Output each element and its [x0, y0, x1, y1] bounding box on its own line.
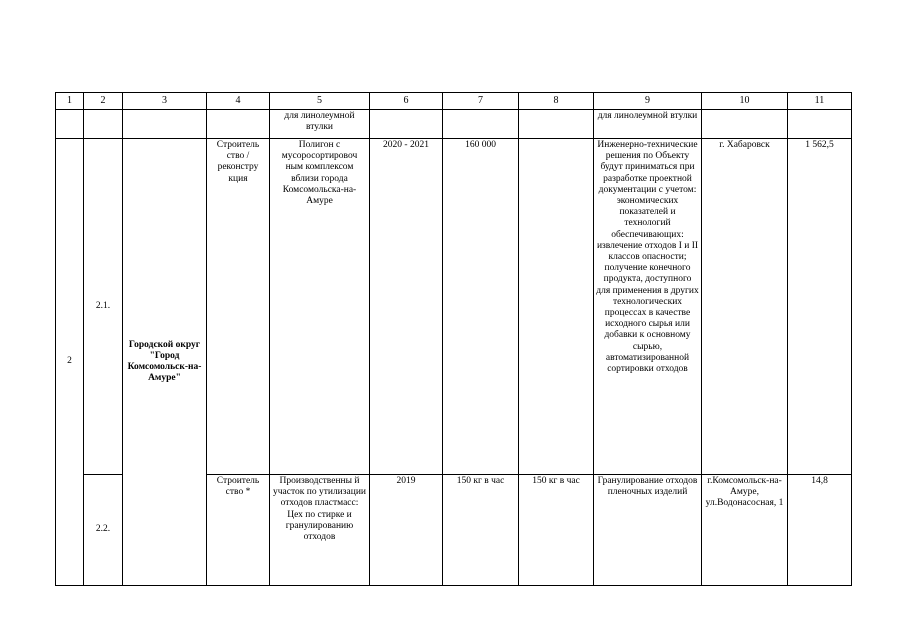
empty-cell	[519, 110, 594, 139]
header-cell-4: 4	[207, 93, 270, 110]
object-name: Полигон с мусоросортировоч ным комплексом вблизи города Комсомольска-на-Амуре	[270, 139, 370, 475]
technology-description: Инженерно-технические решения по Объекту будут приниматься при разработке проектной документации с учетом: экономических показателей и технологий обеспечивающих: извлечение отходов I и II классов опасности; получение конечного продукта, доступного для применения в других технологических процессах в качестве исходного сырья или добавки к основному сырью, автоматизированной сортировки отходов	[594, 139, 702, 475]
header-cell-1: 1	[56, 93, 84, 110]
municipality-name: Городской округ "Город Комсомольск-на-Амуре"	[123, 139, 207, 586]
header-cell-5: 5	[270, 93, 370, 110]
capacity: 150 кг в час	[443, 475, 519, 586]
capacity: 160 000	[443, 139, 519, 475]
header-cell-11: 11	[788, 93, 852, 110]
empty-cell	[788, 110, 852, 139]
period: 2020 - 2021	[370, 139, 443, 475]
location: г. Хабаровск	[702, 139, 788, 475]
header-cell-9: 9	[594, 93, 702, 110]
activity-type: Строитель ство / реконстру кция	[207, 139, 270, 475]
continuation-technology: для линолеумной втулки	[594, 110, 702, 139]
cost: 1 562,5	[788, 139, 852, 475]
empty-cell	[702, 110, 788, 139]
header-cell-8: 8	[519, 93, 594, 110]
empty-cell	[56, 110, 84, 139]
continuation-object: для линолеумной втулки	[270, 110, 370, 139]
cost: 14,8	[788, 475, 852, 586]
header-cell-6: 6	[370, 93, 443, 110]
header-cell-7: 7	[443, 93, 519, 110]
group-number: 2	[56, 139, 84, 586]
activity-type: Строитель ство *	[207, 475, 270, 586]
object-name: Производственны й участок по утилизации отходов пластмасс: Цех по стирке и гранулированию отходов	[270, 475, 370, 586]
technology-description: Гранулирование отходов пленочных изделий	[594, 475, 702, 586]
row-number: 2.2.	[84, 475, 123, 586]
header-cell-2: 2	[84, 93, 123, 110]
data-table	[55, 92, 852, 586]
table-row-2-1	[56, 139, 852, 475]
empty-cell	[443, 110, 519, 139]
empty-cell	[123, 110, 207, 139]
row-number: 2.1.	[84, 139, 123, 475]
header-cell-10: 10	[702, 93, 788, 110]
empty-cell	[370, 110, 443, 139]
location: г.Комсомольск-на-Амуре, ул.Водонасосная, 1	[702, 475, 788, 586]
empty-cell	[84, 110, 123, 139]
continuation-row	[56, 110, 852, 139]
capacity-utilization	[519, 139, 594, 475]
capacity-utilization: 150 кг в час	[519, 475, 594, 586]
empty-cell	[207, 110, 270, 139]
period: 2019	[370, 475, 443, 586]
header-row	[56, 93, 852, 110]
header-cell-3: 3	[123, 93, 207, 110]
